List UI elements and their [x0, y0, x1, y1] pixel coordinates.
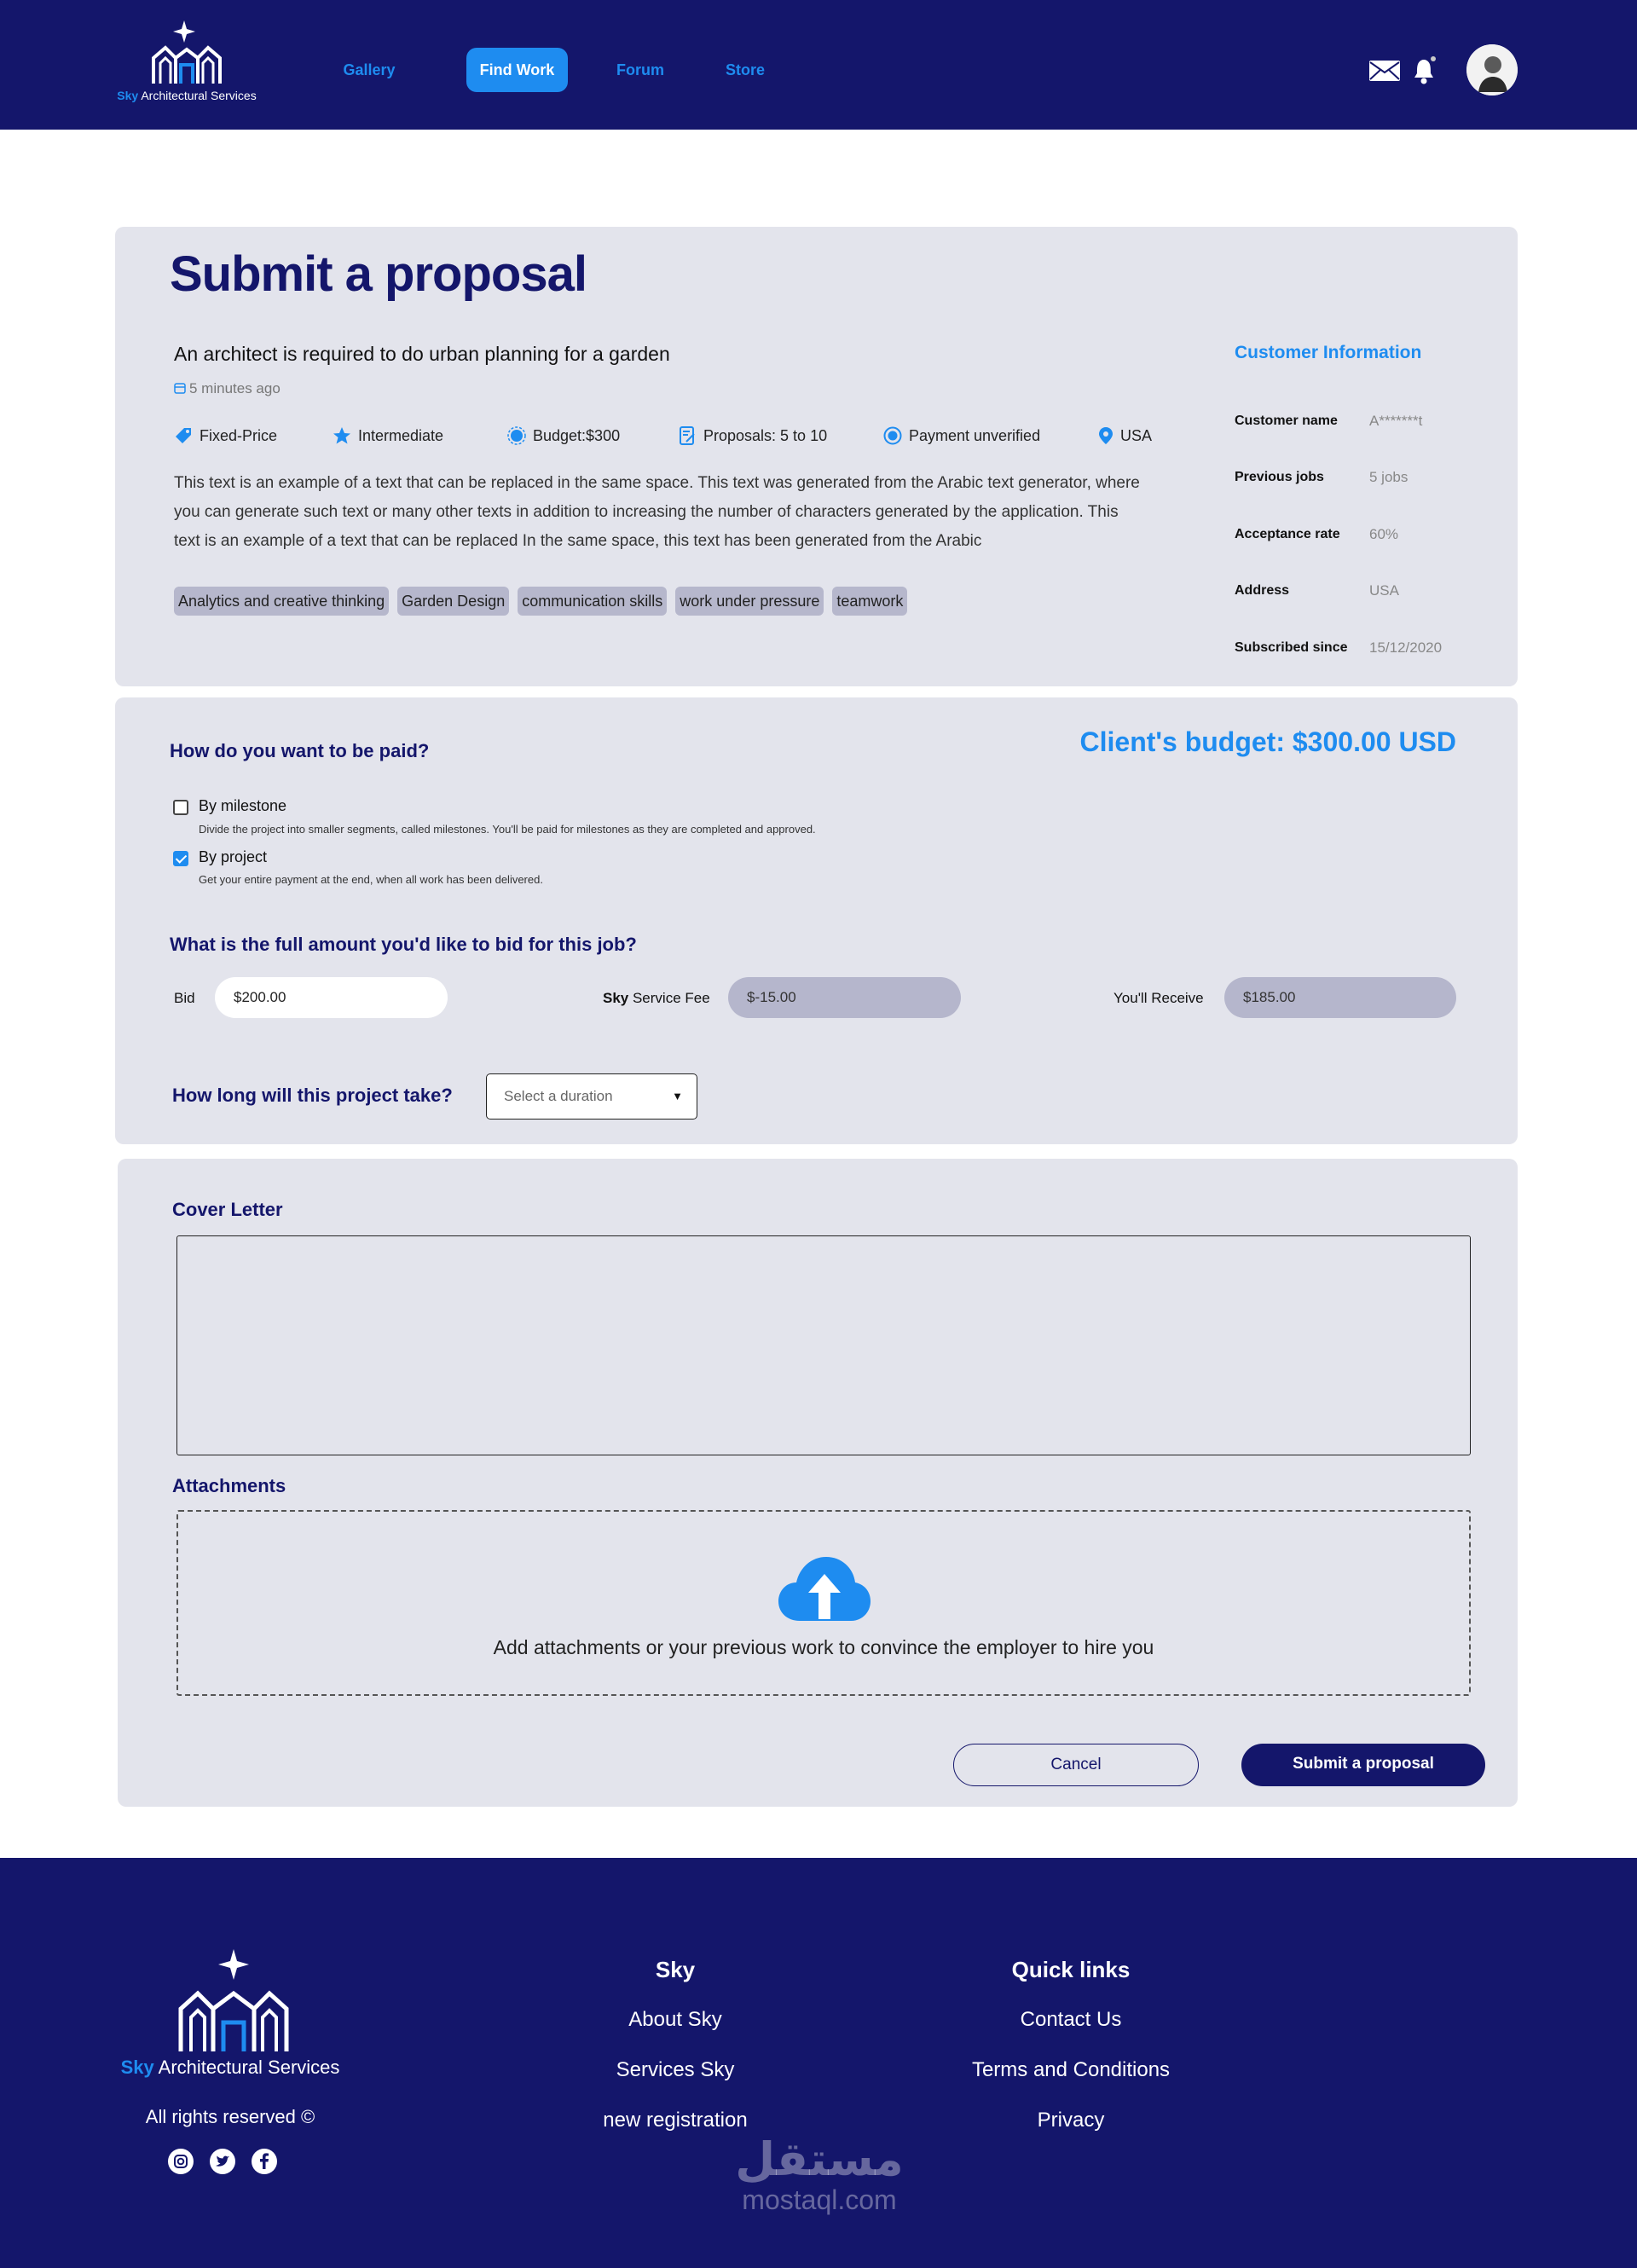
footer-link-about[interactable]: About Sky: [628, 2008, 722, 2031]
watermark: مستقل mostaql.com: [735, 2134, 904, 2215]
brand-name: Sky Architectural Services: [117, 89, 257, 102]
user-avatar[interactable]: [1466, 44, 1518, 95]
calendar-icon: [174, 382, 186, 394]
job-description: This text is an example of a text that can be replaced in the same space. This text was generated from the Arabic text generator, where you can generate such text or many other texts in addition to increasing the number of characters generated by the application. This text is an example of a text that can be replaced In the same space, this text has been generated from the Arabic: [174, 474, 1140, 550]
meta-level: Intermediate: [333, 426, 443, 445]
top-header: [0, 0, 1637, 130]
project-description: Get your entire payment at the end, when all work has been delivered.: [199, 873, 543, 886]
document-edit-icon: [680, 426, 697, 445]
mail-icon[interactable]: [1368, 60, 1401, 82]
receive-label: You'll Receive: [1114, 990, 1204, 1006]
bell-icon[interactable]: [1412, 55, 1437, 85]
milestone-label[interactable]: By milestone: [199, 797, 287, 814]
skill-tag[interactable]: work under pressure: [675, 587, 824, 616]
cover-letter-title: Cover Letter: [172, 1199, 283, 1220]
service-fee-value: $-15.00: [728, 977, 961, 1018]
milestone-checkbox[interactable]: [173, 800, 188, 815]
price-tag-icon: [174, 426, 193, 445]
attachments-title: Attachments: [172, 1475, 286, 1496]
cover-letter-textarea[interactable]: [176, 1235, 1471, 1455]
posted-time: 5 minutes ago: [174, 380, 281, 397]
address-value: USA: [1369, 582, 1399, 599]
skill-tag[interactable]: communication skills: [518, 587, 667, 616]
address-label: Address: [1235, 583, 1290, 598]
previous-jobs-value: 5 jobs: [1369, 469, 1409, 485]
meta-proposals: Proposals: 5 to 10: [680, 426, 827, 445]
service-fee-label: Sky Service Fee: [603, 990, 710, 1006]
nav-forum[interactable]: Forum: [616, 61, 664, 78]
duration-select[interactable]: Select a duration ▼: [486, 1073, 697, 1120]
acceptance-rate-value: 60%: [1369, 526, 1399, 542]
payment-card: [115, 697, 1518, 1144]
meta-price-type: Fixed-Price: [174, 426, 277, 445]
cloud-upload-icon: [778, 1553, 871, 1623]
copyright: All rights reserved ©: [145, 2106, 315, 2127]
footer-link-privacy[interactable]: Privacy: [1037, 2109, 1105, 2132]
subscribed-since-label: Subscribed since: [1235, 640, 1348, 655]
footer-logo-icon: [174, 1947, 293, 2053]
customer-info-title: Customer Information: [1235, 343, 1422, 362]
previous-jobs-label: Previous jobs: [1235, 470, 1324, 484]
project-label[interactable]: By project: [199, 848, 268, 865]
customer-name-value: A*******t: [1369, 413, 1423, 429]
brand-logo[interactable]: [114, 19, 259, 106]
twitter-icon[interactable]: [210, 2149, 235, 2174]
nav-store[interactable]: Store: [725, 61, 765, 78]
skill-tag[interactable]: Garden Design: [397, 587, 509, 616]
footer-brand-name: Sky Architectural Services: [120, 2057, 340, 2078]
skill-tag[interactable]: Analytics and creative thinking: [174, 587, 389, 616]
bid-question: What is the full amount you'd like to bid for this job?: [170, 934, 637, 955]
star-icon: [333, 426, 351, 445]
acceptance-rate-label: Acceptance rate: [1235, 527, 1340, 541]
customer-name-label: Customer name: [1235, 414, 1338, 428]
subscribed-since-value: 15/12/2020: [1369, 639, 1443, 656]
bid-label: Bid: [174, 990, 195, 1006]
meta-location: USA: [1098, 426, 1152, 445]
footer-col1-heading: Sky: [655, 1957, 696, 1982]
meta-budget: Budget:$300: [507, 426, 620, 445]
bid-input[interactable]: $200.00: [215, 977, 448, 1018]
building-logo-icon: [114, 19, 259, 87]
footer-link-services[interactable]: Services Sky: [616, 2058, 735, 2081]
verified-badge-icon: [883, 426, 902, 445]
location-pin-icon: [1098, 426, 1114, 445]
skill-tags: [174, 587, 907, 616]
client-budget: Client's budget: $300.00 USD: [1079, 726, 1456, 757]
submit-proposal-button[interactable]: Submit a proposal: [1241, 1744, 1485, 1786]
job-title[interactable]: An architect is required to do urban planning for a garden: [174, 343, 670, 365]
duration-question: How long will this project take?: [172, 1085, 453, 1106]
footer-link-registration[interactable]: new registration: [603, 2109, 748, 2132]
footer-link-terms[interactable]: Terms and Conditions: [971, 2058, 1171, 2081]
receive-value: $185.00: [1224, 977, 1456, 1018]
attachments-dropzone[interactable]: [176, 1510, 1471, 1696]
page-title: Submit a proposal: [170, 246, 587, 302]
footer-col2-heading: Quick links: [1011, 1957, 1131, 1982]
profile-photo-icon: [1466, 44, 1518, 95]
meta-payment: Payment unverified: [883, 426, 1040, 445]
project-checkbox[interactable]: [173, 851, 188, 866]
facebook-icon[interactable]: [252, 2149, 277, 2174]
dropdown-arrow-icon: ▼: [672, 1090, 683, 1102]
milestone-description: Divide the project into smaller segments, called milestones. You'll be paid for milestones as they are completed and approved.: [199, 823, 816, 836]
footer-link-contact[interactable]: Contact Us: [1020, 2008, 1122, 2031]
payment-question: How do you want to be paid?: [170, 740, 430, 761]
skill-tag[interactable]: teamwork: [832, 587, 907, 616]
instagram-icon[interactable]: [168, 2149, 194, 2174]
cancel-button[interactable]: Cancel: [953, 1744, 1199, 1786]
dropzone-text: Add attachments or your previous work to convince the employer to hire you: [493, 1636, 1154, 1658]
nav-gallery[interactable]: Gallery: [343, 61, 396, 78]
budget-coin-icon: [507, 426, 526, 445]
nav-find-work[interactable]: Find Work: [466, 48, 568, 92]
